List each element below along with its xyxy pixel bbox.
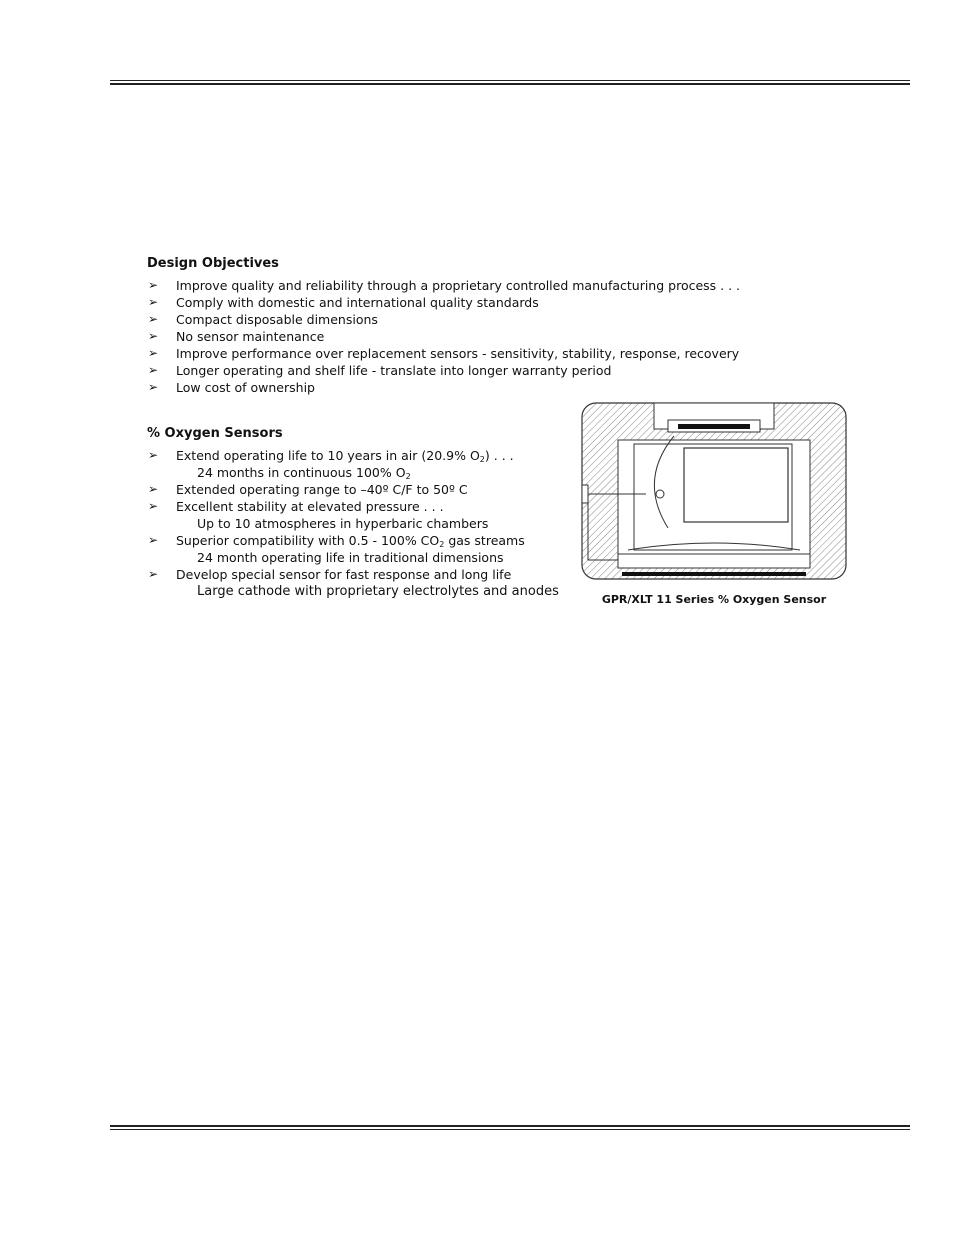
list-item: ➢ Improve quality and reliability through a proprietary controlled manufacturing process . . . [148,278,741,293]
arrow-bullet-icon: ➢ [148,533,159,547]
oxygen-sensors-heading: % Oxygen Sensors [147,426,283,441]
list-item: ➢ Longer operating and shelf life - translate into longer warranty period [148,363,612,378]
oxygen-sensors-list [147,447,559,600]
arrow-bullet-icon: ➢ [148,312,159,326]
arrow-bullet-icon: ➢ [148,329,159,343]
arrow-bullet-icon: ➢ [148,346,159,360]
design-objectives-heading: Design Objectives [147,256,279,271]
arrow-bullet-icon: ➢ [148,380,159,394]
arrow-bullet-icon: ➢ [148,278,159,292]
design-objectives-list [147,277,740,396]
arrow-bullet-icon: ➢ [148,482,159,496]
design-objectives-section [147,255,740,396]
list-item-detail: Up to 10 atmospheres in hyperbaric chambers [197,516,489,531]
list-item: ➢ Develop special sensor for fast response and long life Large cathode with proprietary electrolytes and anodes [148,567,559,599]
figure-caption: GPR/XLT 11 Series % Oxygen Sensor [601,593,827,606]
arrow-bullet-icon: ➢ [148,448,159,462]
arrow-bullet-icon: ➢ [148,363,159,377]
oxygen-sensors-section [147,425,559,600]
list-item: ➢ Extend operating life to 10 years in air (20.9% $O_2$) . . . 24 months in continuous 100% $O_2$ [147,447,559,481]
arrow-bullet-icon: ➢ [148,499,159,513]
footer-rule [110,1125,910,1130]
list-item: ➢ Improve performance over replacement sensors - sensitivity, stability, response, recovery [148,346,740,361]
sensor-cross-section-diagram [578,400,850,585]
arrow-bullet-icon: ➢ [148,567,159,581]
list-item-detail: 24 months in continuous 100% $O_2$ [197,465,411,481]
oxygen-sensor-figure [578,400,850,615]
list-item-detail: 24 month operating life in traditional dimensions [197,550,504,565]
list-item: ➢ Low cost of ownership [148,380,315,395]
list-item: ➢ Compact disposable dimensions [148,312,378,327]
header-rule [110,80,910,85]
list-item: ➢ Extended operating range to –40º C/F to 50º C [148,482,468,497]
list-item: ➢ Superior compatibility with 0.5 - 100% $CO_2$ gas streams 24 month operating life in traditional dimensions [147,532,559,566]
list-item-detail: Large cathode with proprietary electrolytes and anodes [197,584,559,599]
list-item: ➢ No sensor maintenance [148,329,325,344]
list-item: ➢ Excellent stability at elevated pressure . . . Up to 10 atmospheres in hyperbaric chambers [147,498,559,532]
list-item: ➢ Comply with domestic and international quality standards [148,295,539,310]
arrow-bullet-icon: ➢ [148,295,159,309]
